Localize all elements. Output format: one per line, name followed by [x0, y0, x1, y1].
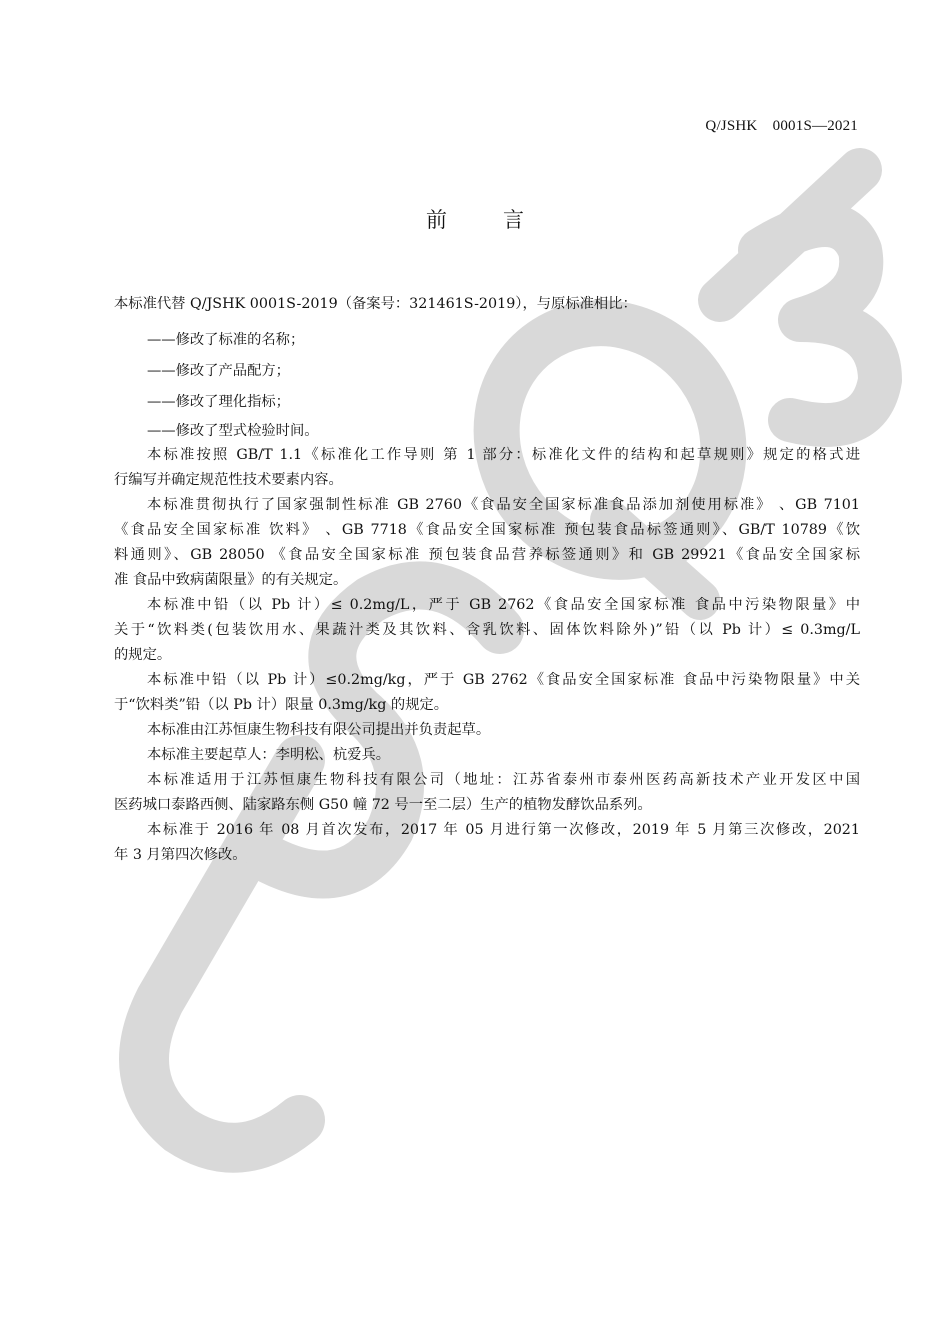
- paragraph-line: 于“饮料类”铅（以 Pb 计）限量 0.3mg/kg 的规定。: [114, 697, 449, 713]
- paragraph-format: [114, 443, 860, 493]
- paragraph-lead-solid: [114, 668, 860, 718]
- paragraph-drafters: 本标准主要起草人：李明松、杭爱兵。: [147, 747, 391, 763]
- paragraph-line: 关于“饮料类(包装饮用水、果蔬汁类及其饮料、含乳饮料、固体饮料除外)”铅（以 Pb 计）≤ 0.3mg/L: [114, 622, 860, 638]
- change-item: ——修改了型式检验时间。: [147, 423, 319, 439]
- paragraph-line: 本标准按照 GB/T 1.1《标准化工作导则 第 1 部分：标准化文件的结构和起草规则》规定的格式进: [147, 447, 860, 463]
- paragraph-line: 本标准于 2016 年 08 月首次发布，2017 年 05 月进行第一次修改，2019 年 5 月第三次修改，2021: [147, 822, 860, 838]
- change-item: ——修改了产品配方；: [147, 363, 290, 379]
- paragraph-line: 年 3 月第四次修改。: [114, 847, 247, 863]
- paragraph-line: 医药城口泰路西侧、陆家路东侧 G50 幢 72 号一至二层）生产的植物发酵饮品系列。: [114, 797, 652, 813]
- paragraph-lead-liquid: [114, 593, 860, 668]
- document-body: [114, 289, 860, 868]
- intro-line: 本标准代替 Q/JSHK 0001S-2019（备案号：321461S-2019），与原标准相比：: [114, 296, 637, 312]
- paragraph-line: 准 食品中致病菌限量》的有关规定。: [114, 572, 348, 588]
- paragraph-line: 行编写并确定规范性技术要素内容。: [114, 472, 343, 488]
- paragraph-line: 本标准贯彻执行了国家强制性标准 GB 2760《食品安全国家标准食品添加剂使用标准》 、GB 7101: [147, 497, 860, 513]
- change-item: ——修改了理化指标；: [147, 394, 290, 410]
- paragraph-line: 《食品安全国家标准 饮料》 、GB 7718《食品安全国家标准 预包装食品标签通则》、GB/T 10789《饮: [114, 522, 860, 538]
- change-item: ——修改了标准的名称；: [147, 332, 305, 348]
- paragraph-mandatory: [114, 493, 860, 593]
- paragraph-line: 本标准中铅（以 Pb 计）≤0.2mg/kg，严于 GB 2762《食品安全国家标准 食品中污染物限量》中关: [147, 672, 860, 688]
- paragraph-line: 的规定。: [114, 647, 172, 663]
- paragraph-history: [114, 818, 860, 868]
- paragraph-line: 料通则》、GB 28050 《食品安全国家标准 预包装食品营养标签通则》和 GB 29921《食品安全国家标: [114, 547, 860, 563]
- paragraph-line: 本标准中铅（以 Pb 计）≤ 0.2mg/L，严于 GB 2762《食品安全国家标准 食品中污染物限量》中: [147, 597, 860, 613]
- standard-code: Q/JSHK 0001S—2021: [705, 118, 858, 134]
- paragraph-scope: [114, 768, 860, 818]
- paragraph-proposer: 本标准由江苏恒康生物科技有限公司提出并负责起草。: [147, 722, 491, 738]
- paragraph-line: 本标准适用于江苏恒康生物科技有限公司（地址：江苏省泰州市泰州医药高新技术产业开发区中国: [147, 772, 860, 788]
- page-title: 前言: [426, 208, 580, 232]
